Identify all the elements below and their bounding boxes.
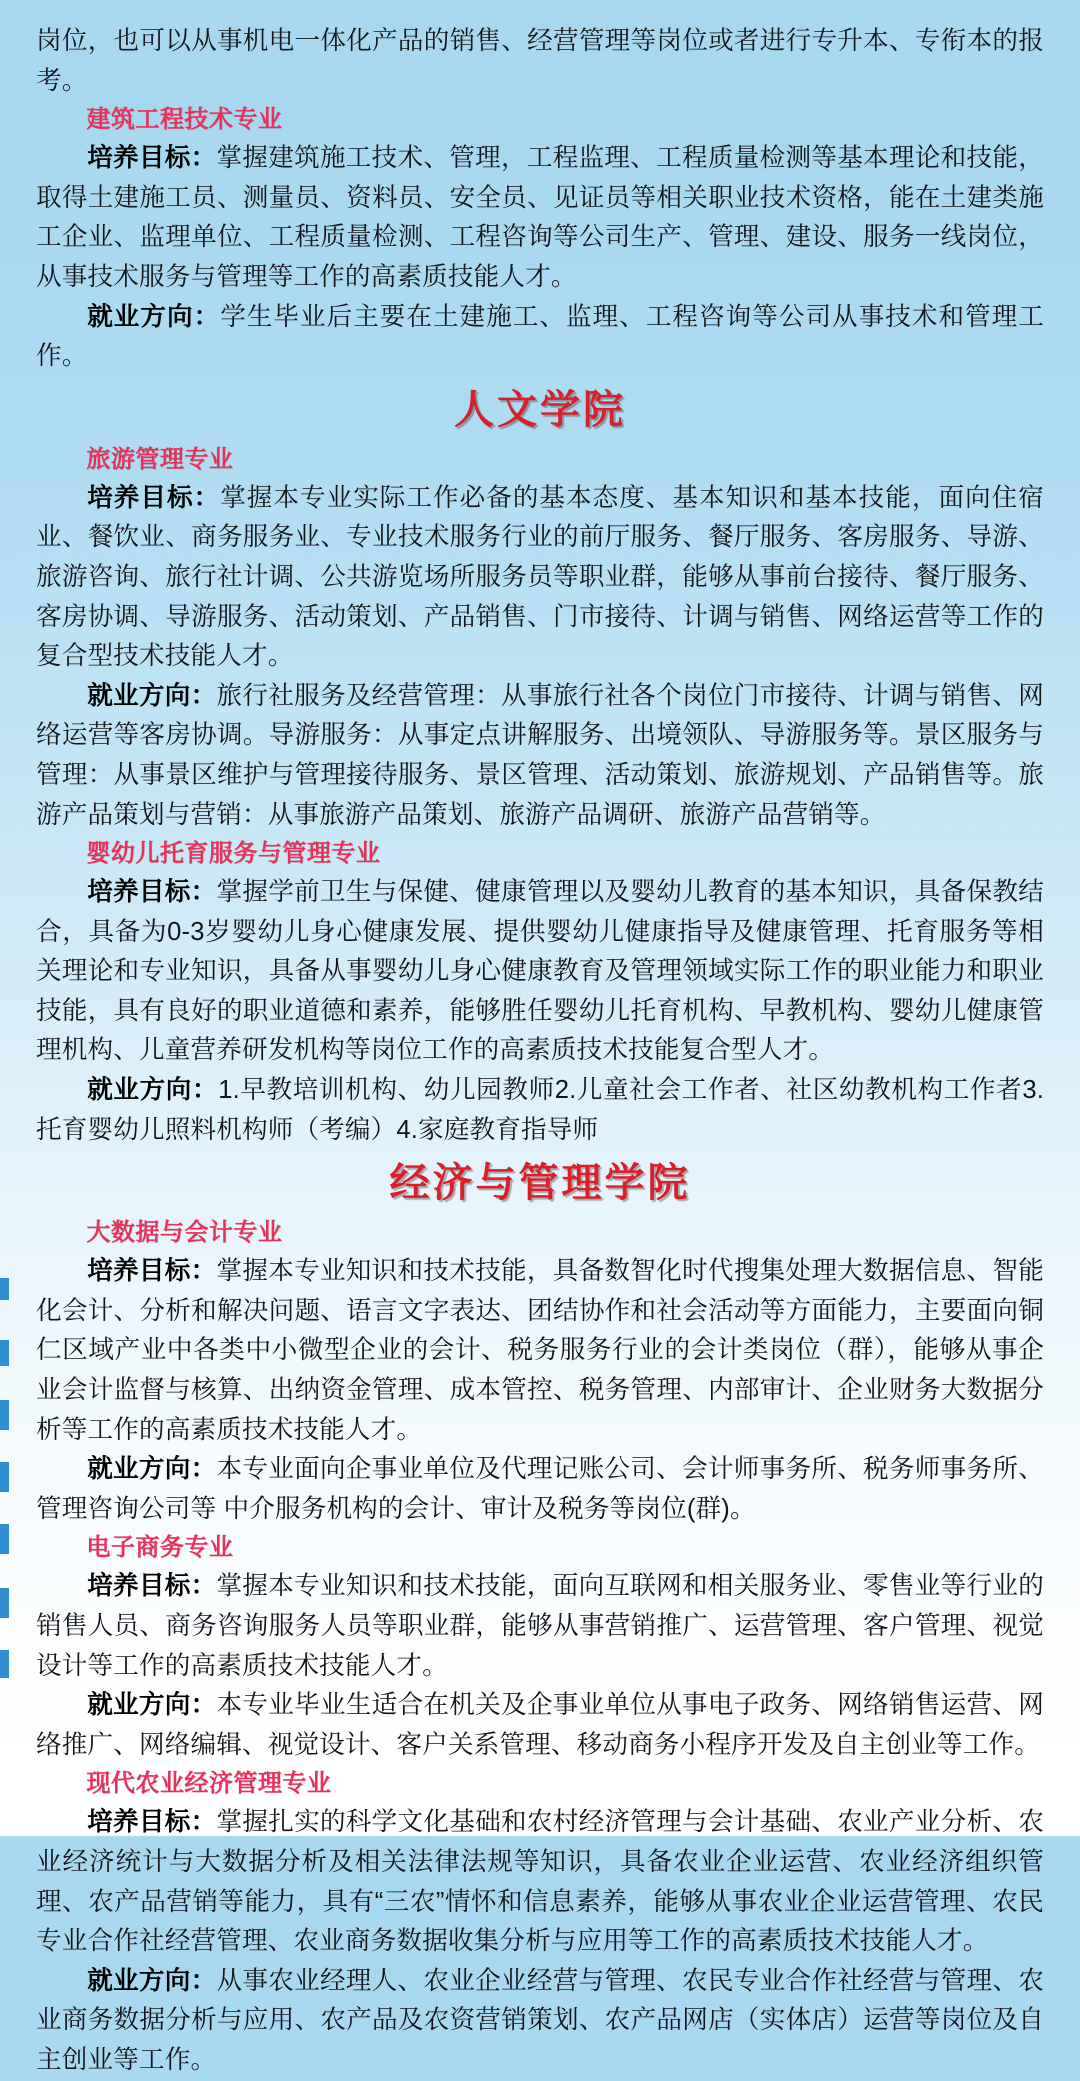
employment-text: 本专业面向企事业单位及代理记账公司、会计师事务所、税务师事务所、管理咨询公司等 中介服务机构的会计、审计及税务等岗位(群)。 bbox=[36, 1455, 1044, 1523]
employment-paragraph bbox=[36, 1962, 1044, 2081]
edge-binding-marks bbox=[0, 0, 12, 1836]
employment-text: 1.早教培训机构、幼儿园教师2.儿童社会工作者、社区幼教机构工作者3.托育婴幼儿照料机构师（考编）4.家庭教育指导师 bbox=[36, 1076, 1044, 1144]
employment-text: 学生毕业后主要在土建施工、监理、工程咨询等公司从事技术和管理工作。 bbox=[36, 302, 1044, 371]
major-heading: 大数据与会计专业 bbox=[86, 1219, 283, 1247]
edge-mark bbox=[0, 1340, 9, 1366]
edge-mark bbox=[0, 1462, 9, 1492]
major-heading: 现代农业经济管理专业 bbox=[86, 1770, 332, 1798]
objective-text: 掌握本专业实际工作必备的基本态度、基本知识和基本技能，面向住宿业、餐饮业、商务服务业、专业技术服务行业的前厅服务、餐厅服务、客房服务、导游、旅游咨询、旅行社计调、公共游览场所服务员等职业群，能够从事前台接待、餐厅服务、客房协调、导游服务、活动策划、产品销售、门市接待、计调与销售、网络运营等工作的复合型技术技能人才。 bbox=[36, 483, 1044, 671]
objective-label: 培养目标： bbox=[87, 1257, 217, 1286]
edge-mark bbox=[0, 1588, 9, 1618]
objective-paragraph bbox=[36, 1567, 1044, 1686]
employment-text: 本专业毕业生适合在机关及企事业单位从事电子政务、网络销售运营、网络推广、网络编辑、视觉设计、客户关系管理、移动商务小程序开发及自主创业等工作。 bbox=[36, 1691, 1044, 1759]
sections-container bbox=[36, 101, 1044, 2080]
objective-text: 掌握本专业知识和技术技能，面向互联网和相关服务业、零售业等行业的销售人员、商务咨询服务人员等职业群，能够从事营销推广、运营管理、客户管理、视觉设计等工作的高素质技术技能人才。 bbox=[36, 1572, 1044, 1680]
employment-paragraph bbox=[36, 1686, 1044, 1765]
edge-mark bbox=[0, 1400, 9, 1430]
objective-paragraph bbox=[36, 479, 1044, 677]
employment-label: 就业方向： bbox=[87, 681, 217, 710]
employment-paragraph bbox=[36, 298, 1044, 377]
edge-mark bbox=[0, 1650, 9, 1678]
employment-label: 就业方向： bbox=[87, 1076, 219, 1105]
employment-text: 从事农业经理人、农业企业经营与管理、农民专业合作社经营与管理、农业商务数据分析与应用、农产品及农资营销策划、农产品网店（实体店）运营等岗位及自主创业等工作。 bbox=[36, 1966, 1044, 2074]
employment-paragraph bbox=[36, 1450, 1044, 1529]
employment-label: 就业方向： bbox=[87, 1455, 217, 1484]
objective-text: 掌握建筑施工技术、管理，工程监理、工程质量检测等基本理论和技能，取得土建施工员、测量员、资料员、安全员、见证员等相关职业技术资格，能在土建类施工企业、监理单位、工程质量检测、工程咨询等公司生产、管理、建设、服务一线岗位，从事技术服务与管理等工作的高素质技能人才。 bbox=[36, 144, 1044, 291]
objective-paragraph bbox=[36, 139, 1044, 297]
major-heading: 婴幼儿托育服务与管理专业 bbox=[86, 840, 381, 868]
major-heading: 旅游管理专业 bbox=[86, 445, 234, 473]
employment-label: 就业方向： bbox=[87, 302, 221, 331]
objective-label: 培养目标： bbox=[87, 144, 217, 173]
objective-text: 掌握本专业知识和技术技能，具备数智化时代搜集处理大数据信息、智能化会计、分析和解决问题、语言文字表达、团结协作和社会活动等方面能力，主要面向铜仁区域产业中各类中小微型企业的会计、税务服务行业的会计类岗位（群），能够从事企业会计监督与核算、出纳资金管理、成本管控、税务管理、内部审计、企业财务大数据分析等工作的高素质技术技能人才。 bbox=[36, 1257, 1044, 1444]
employment-text: 旅行社服务及经营管理：从事旅行社各个岗位门市接待、计调与销售、网络运营等客房协调。导游服务：从事定点讲解服务、出境领队、导游服务等。景区服务与管理：从事景区维护与管理接待服务、景区管理、活动策划、旅游规划、产品销售等。旅游产品策划与营销：从事旅游产品策划、旅游产品调研、旅游产品营销等。 bbox=[36, 681, 1044, 829]
objective-text: 掌握学前卫生与保健、健康管理以及婴幼儿教育的基本知识，具备保教结合，具备为0-3岁婴幼儿身心健康发展、提供婴幼儿健康指导及健康管理、托育服务等相关理论和专业知识，具备从事婴幼儿身心健康教育及管理领域实际工作的职业能力和职业技能，具有良好的职业道德和素养，能够胜任婴幼儿托育机构、早教机构、婴幼儿健康管理机构、儿童营养研发机构等岗位工作的高素质技术技能复合型人才。 bbox=[36, 878, 1044, 1065]
objective-label: 培养目标： bbox=[87, 483, 221, 512]
objective-label: 培养目标： bbox=[87, 878, 217, 907]
objective-paragraph bbox=[36, 1252, 1044, 1450]
objective-label: 培养目标： bbox=[87, 1572, 217, 1601]
objective-paragraph bbox=[36, 1803, 1044, 1961]
college-heading: 人文学院 bbox=[454, 387, 626, 432]
employment-paragraph bbox=[36, 677, 1044, 835]
objective-text: 掌握扎实的科学文化基础和农村经济管理与会计基础、农业产业分析、农业经济统计与大数据分析及相关法律法规等知识，具备农业企业运营、农业经济组织管理、农产品营销等能力，具有“三农”情怀和信息素养，能够从事农业企业运营管理、农民专业合作社经营管理、农业商务数据收集分析与应用等工作的高素质技术技能人才。 bbox=[36, 1808, 1044, 1956]
college-heading: 经济与管理学院 bbox=[389, 1161, 691, 1206]
edge-mark bbox=[0, 1278, 9, 1300]
objective-label: 培养目标： bbox=[87, 1808, 217, 1837]
employment-paragraph bbox=[36, 1071, 1044, 1150]
employment-label: 就业方向： bbox=[87, 1691, 217, 1720]
employment-label: 就业方向： bbox=[87, 1966, 217, 1995]
edge-mark bbox=[0, 1524, 9, 1554]
major-heading: 电子商务专业 bbox=[86, 1534, 234, 1562]
objective-paragraph bbox=[36, 873, 1044, 1071]
intro-continued-paragraph: 岗位，也可以从事机电一体化产品的销售、经营管理等岗位或者进行专升本、专衔本的报考。 bbox=[36, 27, 1044, 95]
major-heading: 建筑工程技术专业 bbox=[86, 106, 283, 134]
